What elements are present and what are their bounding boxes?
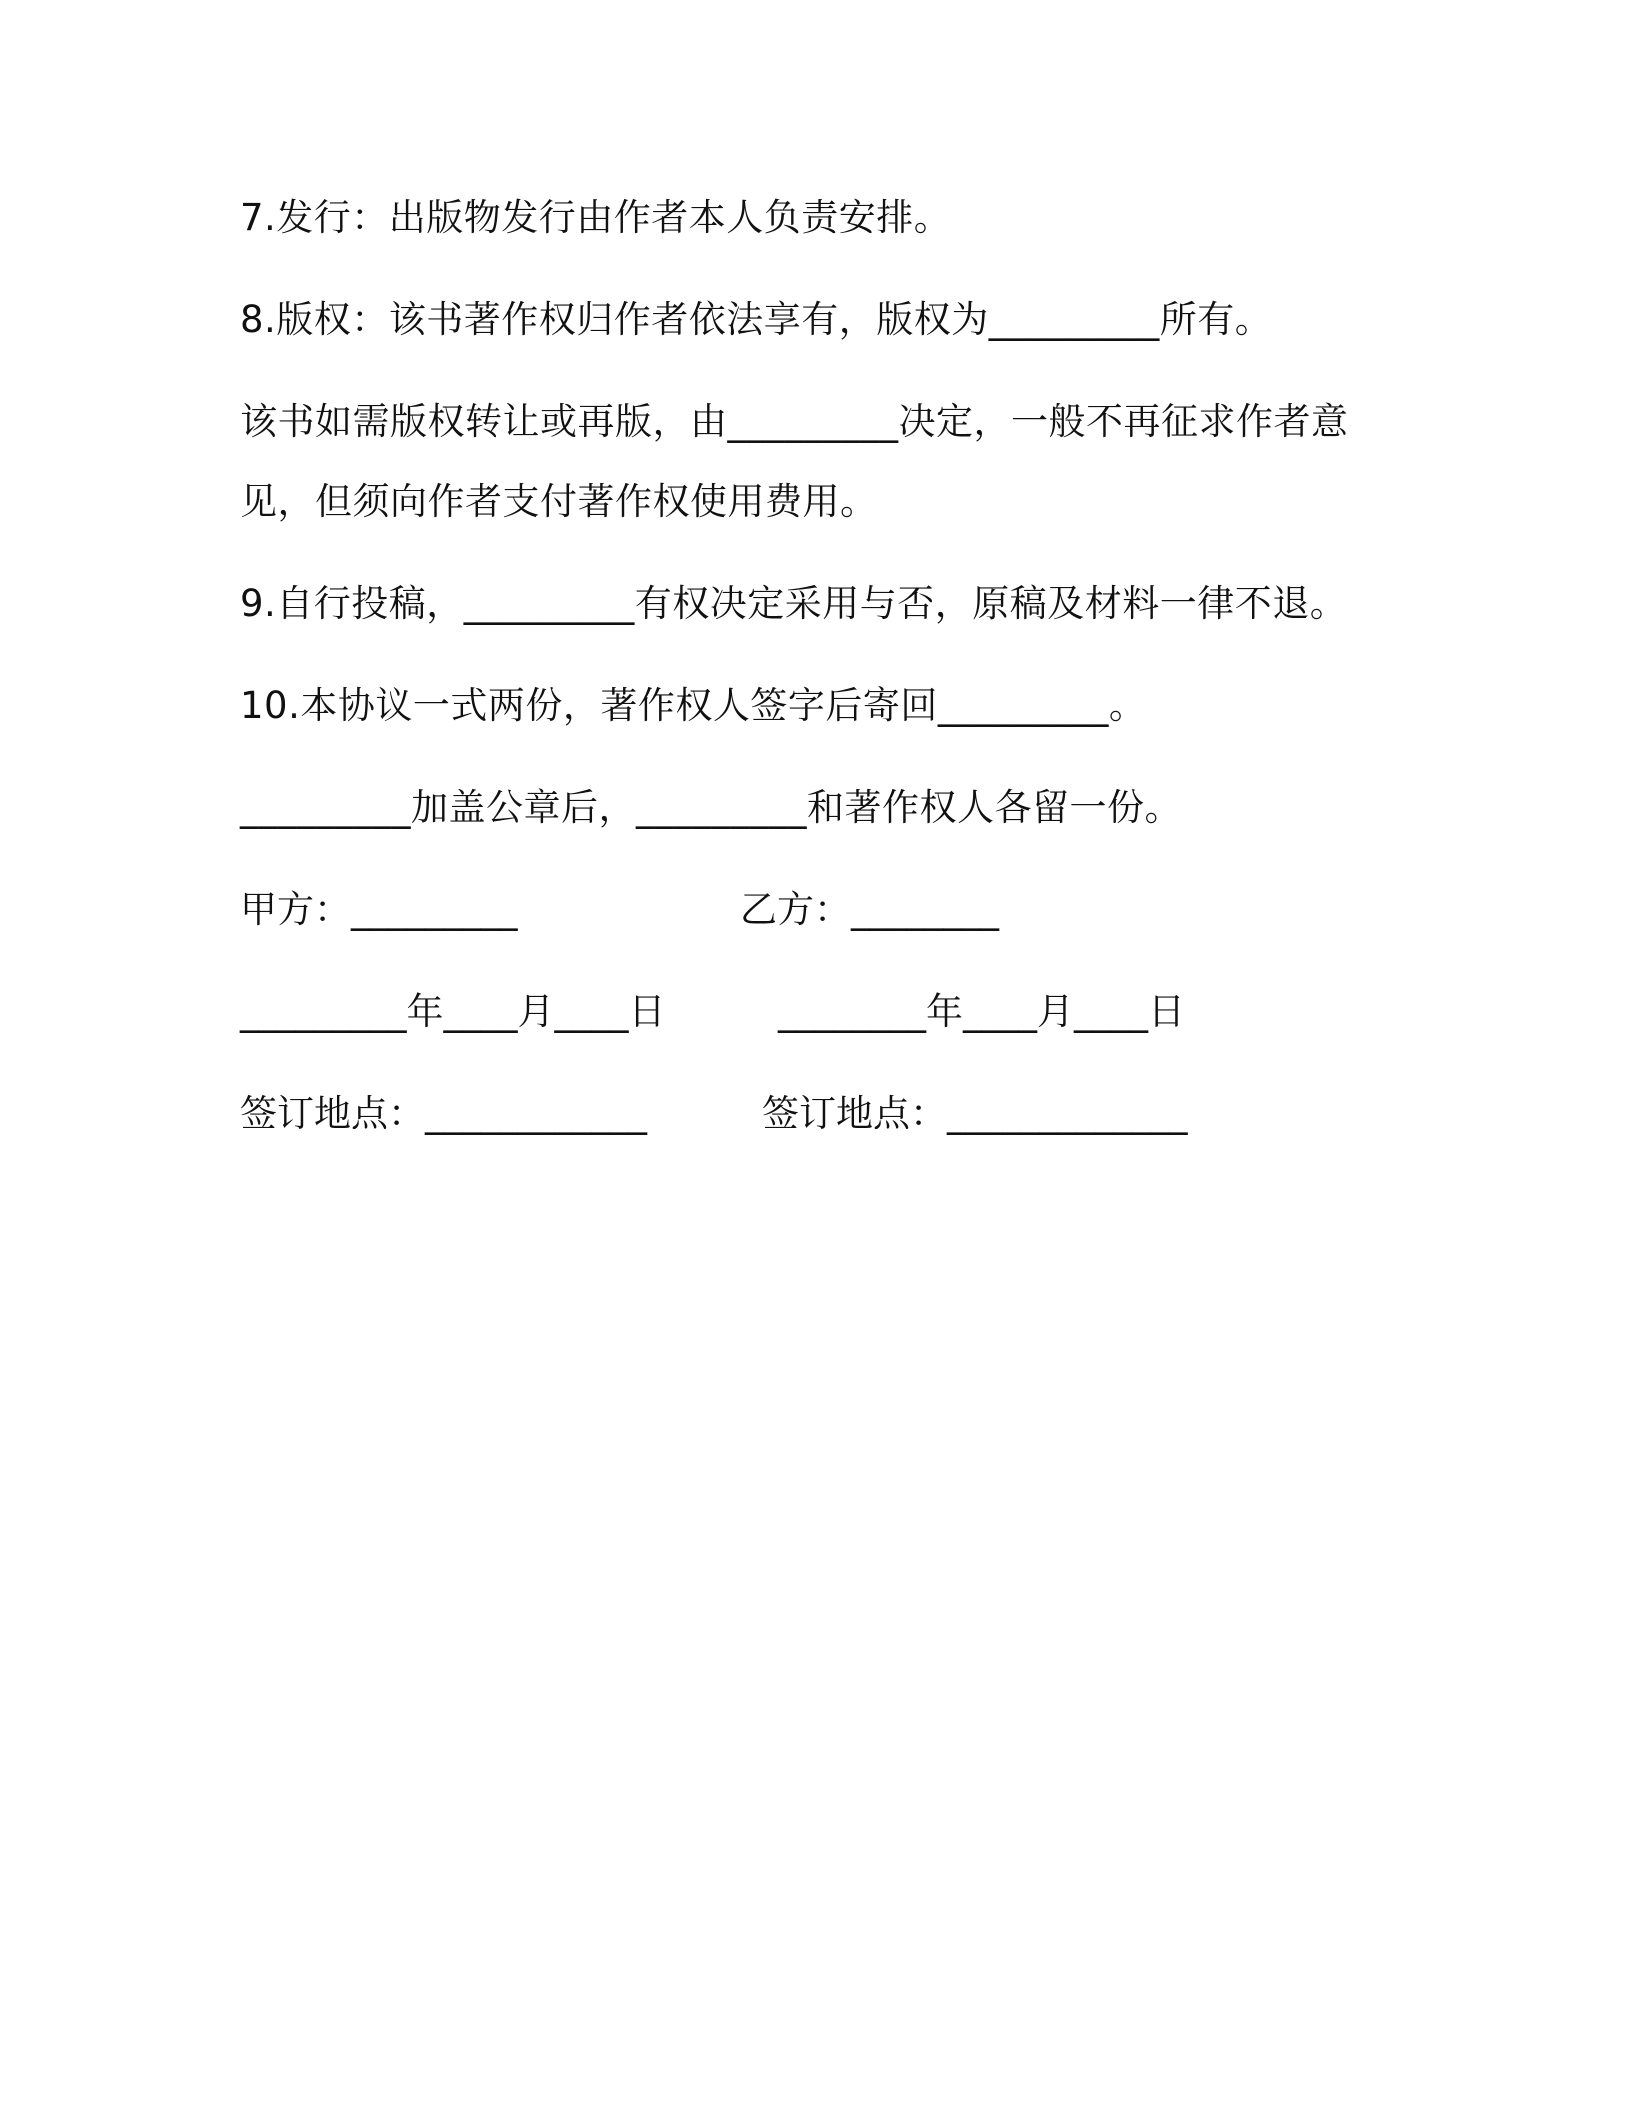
clause-7-distribution: 7.发行：出版物发行由作者本人负责安排。 — [240, 196, 952, 239]
party-a-field: 甲方：_________ — [240, 888, 518, 931]
clause-8-transfer-line-1: 该书如需版权转让或再版，由_________决定，一般不再征求作者意 — [240, 400, 1349, 443]
place-a-field: 签订地点：____________ — [240, 1092, 647, 1135]
clause-9-submission: 9.自行投稿，_________有权决定采用与否，原稿及材料一律不退。 — [240, 582, 1348, 625]
clause-8-copyright: 8.版权：该书著作权归作者依法享有，版权为_________所有。 — [240, 298, 1273, 341]
date-b-field: ________年____月____日 — [778, 990, 1185, 1033]
clause-10-seal: _________加盖公章后，_________和著作权人各留一份。 — [240, 786, 1182, 829]
clause-10-copies: 10.本协议一式两份，著作权人签字后寄回_________。 — [240, 684, 1147, 727]
place-row — [240, 1090, 1340, 1282]
party-b-field: 乙方：________ — [740, 888, 999, 931]
date-a-field: _________年____月____日 — [240, 990, 666, 1033]
clause-8-transfer-line-2: 见，但须向作者支付著作权使用费用。 — [240, 480, 878, 523]
place-b-field: 签订地点：_____________ — [762, 1092, 1188, 1135]
